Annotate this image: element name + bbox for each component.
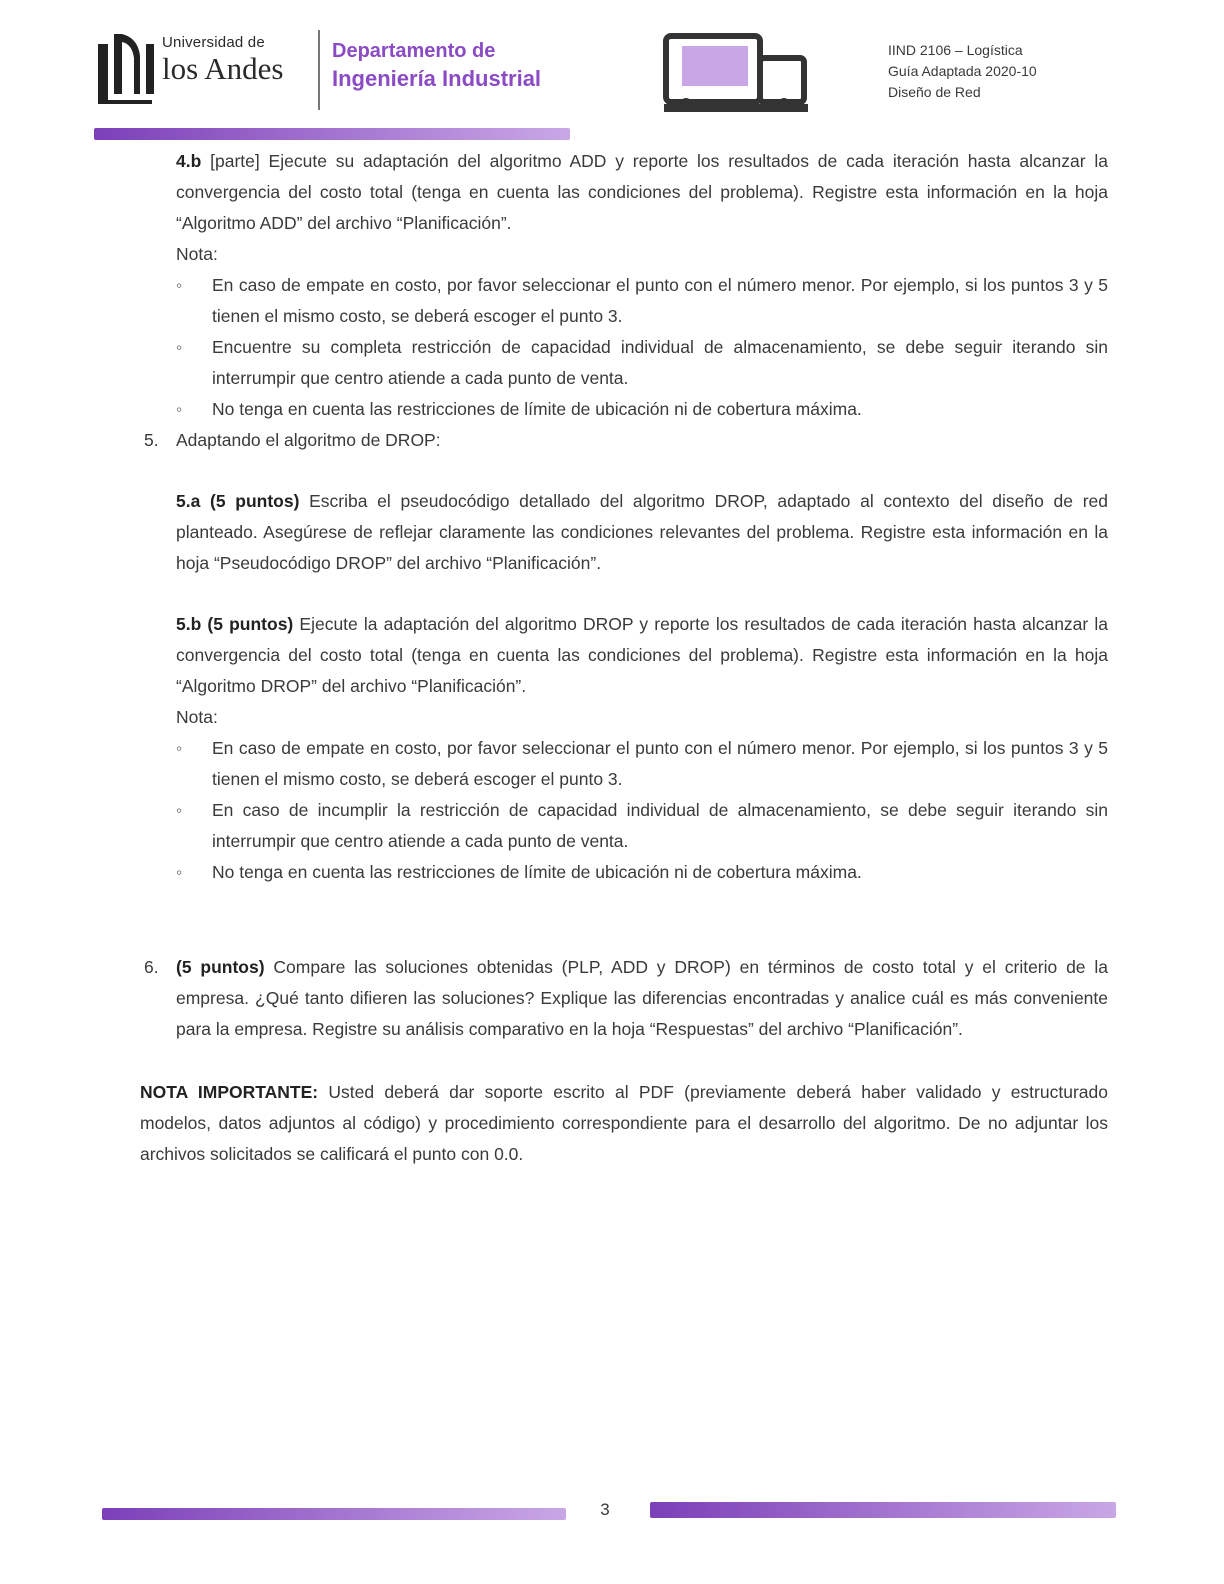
item-5b-paragraph [176,609,1108,702]
item-6-number: 6. [144,957,159,977]
university-name-line1: Universidad de [162,34,265,51]
spacer [140,579,1108,609]
spacer [140,1045,1108,1077]
department-name-line2: Ingeniería Industrial [332,66,542,91]
item-5 [140,425,1108,456]
item-5-number: 5. [144,430,159,450]
footer-accent-bar-left [102,1508,566,1520]
item-6-label: (5 puntos) [176,957,265,977]
document-body [140,146,1108,1170]
course-info-line1: IIND 2106 – Logística [888,42,1023,58]
university-name-line2: los Andes [162,51,284,86]
section-prev-nota-label: Nota: [176,244,218,264]
item-5a-paragraph [176,486,1108,579]
item-5-notes-list [140,733,1108,888]
list-item-text: Encuentre su completa restricción de capacidad individual de almacenamiento, se debe seguir iterando sin interrumpir que centro atiende a cada punto de venta. [212,337,1108,388]
item-6 [140,952,1108,1045]
list-item-text: No tenga en cuenta las restricciones de límite de ubicación ni de cobertura máxima. [212,862,862,882]
bullet-icon: ◦ [176,800,183,820]
spacer [140,888,1108,952]
course-info [888,40,1118,103]
list-item [176,270,1108,332]
footer-accent-bar-right [650,1502,1116,1518]
bullet-icon: ◦ [176,275,183,295]
important-note-text: Usted deberá dar soporte escrito al PDF (previamente deberá haber validado y estructurado modelos, datos adjuntos al código) y procedimiento correspondiente para el desarrollo del algoritmo. De no adjuntar los archivos solicitados se calificará el punto con 0.0. [140,1082,1108,1164]
course-info-line2: Guía Adaptada 2020-10 [888,63,1037,79]
section-prev-label: 4.b [176,151,202,171]
important-note-label: NOTA IMPORTANTE: [140,1082,319,1102]
list-item-text: En caso de empate en costo, por favor seleccionar el punto con el número menor. Por ejemplo, si los puntos 3 y 5 tienen el mismo costo, se deberá escoger el punto 3. [212,738,1108,789]
list-item-text: En caso de incumplir la restricción de capacidad individual de almacenamiento, se debe seguir iterando sin interrumpir que centro atiende a cada punto de venta. [212,800,1108,851]
page-header [0,0,1224,150]
item-5b-text: Ejecute la adaptación del algoritmo DROP y reporte los resultados de cada iteración hasta alcanzar la convergencia del costo total (tenga en cuenta las condiciones del problema). Registre esta información en la hoja “Algoritmo DROP” del archivo “Planificación”. [176,614,1108,696]
computer-truck-icon [662,32,810,116]
department-name-line1: Departamento de [332,40,496,62]
university-logo-icon [94,30,156,108]
bullet-icon: ◦ [176,862,183,882]
section-prev-paragraph [176,146,1108,239]
page-number: 3 [600,1500,610,1519]
university-name [162,34,312,86]
bullet-icon: ◦ [176,738,183,758]
list-item-text: En caso de empate en costo, por favor seleccionar el punto con el número menor. Por ejemplo, si los puntos 3 y 5 tienen el mismo costo, se deberá escoger el punto 3. [212,275,1108,326]
header-accent-bar [94,128,570,140]
section-prev-text: [parte] Ejecute su adaptación del algoritmo ADD y reporte los resultados de cada iteración hasta alcanzar la convergencia del costo total (tenga en cuenta las condiciones del problema). Registre esta información en la hoja “Algoritmo ADD” del archivo “Planificación”. [176,151,1108,233]
bullet-icon: ◦ [176,399,183,419]
list-item [176,795,1108,857]
list-item [176,857,1108,888]
header-divider [318,30,320,110]
item-5a-text: Escriba el pseudocódigo detallado del algoritmo DROP, adaptado al contexto del diseño de red planteado. Asegúrese de reflejar claramente las condiciones relevantes del problema. Registre esta información en la hoja “Pseudocódigo DROP” del archivo “Planificación”. [176,491,1109,573]
item-5-nota-label: Nota: [176,707,218,727]
course-info-line3: Diseño de Red [888,84,981,100]
list-item [176,394,1108,425]
item-5a-label: 5.a (5 puntos) [176,491,300,511]
department-name [332,38,541,94]
section-prev-notes-list [140,270,1108,425]
item-5b-label: 5.b (5 puntos) [176,614,294,634]
bullet-icon: ◦ [176,337,183,357]
list-item-text: No tenga en cuenta las restricciones de límite de ubicación ni de cobertura máxima. [212,399,862,419]
list-item [176,733,1108,795]
important-note [140,1077,1108,1170]
list-item [176,332,1108,394]
item-5-text: Adaptando el algoritmo de DROP: [176,430,441,450]
item-6-text: Compare las soluciones obtenidas (PLP, ADD y DROP) en términos de costo total y el criterio de la empresa. ¿Qué tanto difieren las soluciones? Explique las diferencias encontradas y analice cuál es más conveniente para la empresa. Registre su análisis comparativo en la hoja “Respuestas” del archivo “Planificación”. [176,957,1108,1039]
spacer [140,456,1108,486]
